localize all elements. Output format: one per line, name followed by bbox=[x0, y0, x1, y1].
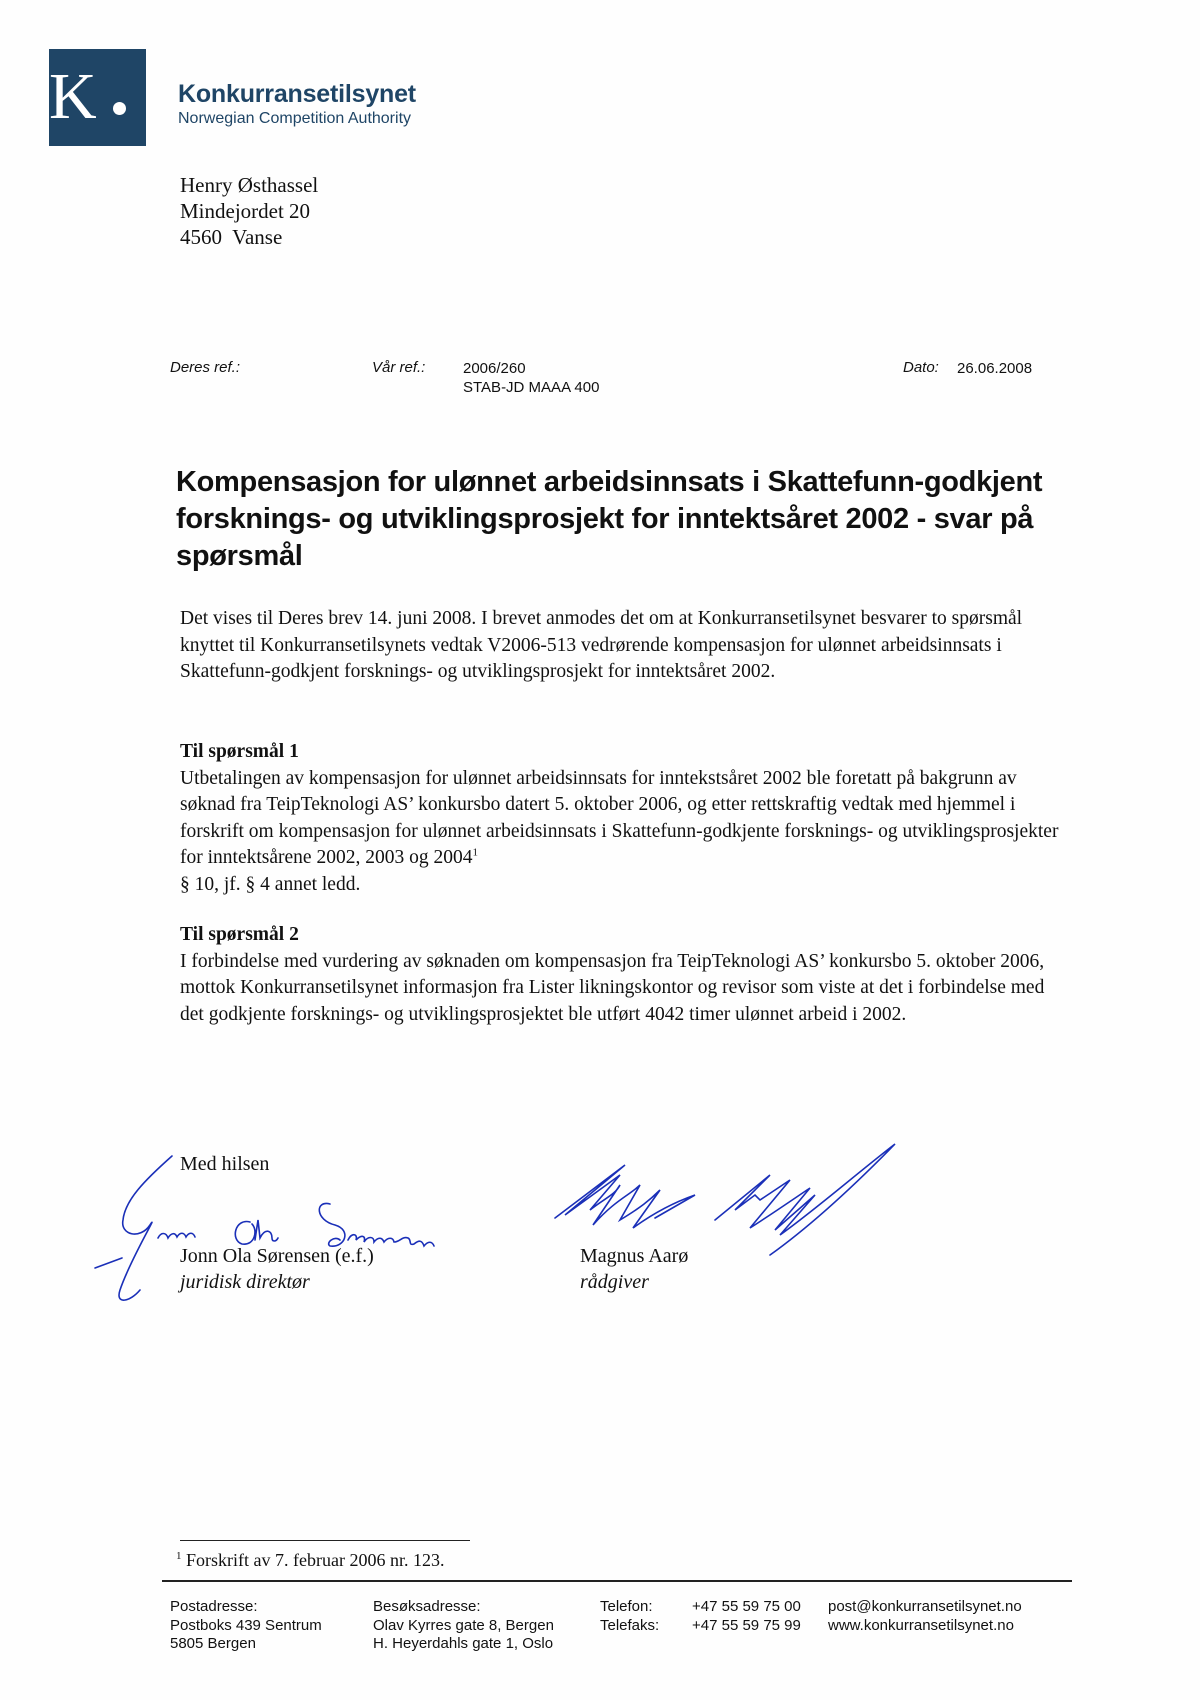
intro-paragraph bbox=[180, 606, 1050, 686]
recipient-postal: 4560 Vanse bbox=[180, 225, 283, 249]
section-question-2 bbox=[180, 922, 1070, 1028]
footer-phone-numbers bbox=[692, 1598, 801, 1635]
footer-phone-labels bbox=[600, 1598, 659, 1635]
footer-visit-address bbox=[373, 1598, 554, 1654]
footer-line: Olav Kyrres gate 8, Bergen bbox=[373, 1616, 554, 1634]
signatory-role: juridisk direktør bbox=[180, 1271, 310, 1293]
recipient-address bbox=[180, 172, 318, 250]
var-ref-line2: STAB-JD MAAA 400 bbox=[463, 379, 600, 396]
footer-web-link[interactable]: www.konkurransetilsynet.no bbox=[828, 1616, 1014, 1634]
footer-fax: +47 55 59 75 99 bbox=[692, 1616, 801, 1634]
section-question-1 bbox=[180, 739, 1060, 898]
document-title: Kompensasjon for ulønnet arbeidsinnsats i Skattefunn-godkjent forsknings- og utviklingsprosjekt for inntektsåret 2002 - svar på spørsmål bbox=[176, 466, 1043, 572]
var-ref-value bbox=[463, 359, 599, 397]
footer-line: H. Heyerdahls gate 1, Oslo bbox=[373, 1635, 554, 1652]
recipient-street: Mindejordet 20 bbox=[180, 199, 311, 223]
footer-email-link[interactable]: post@konkurransetilsynet.no bbox=[828, 1598, 1022, 1615]
footer-phone[interactable]: +47 55 59 75 00 bbox=[692, 1598, 801, 1615]
dato-value: 26.06.2008 bbox=[957, 360, 1033, 377]
signatory-2 bbox=[580, 1243, 688, 1295]
signatory-name: Magnus Aarø bbox=[580, 1245, 689, 1267]
closing-greeting: Med hilsen bbox=[180, 1153, 270, 1175]
footnote-divider bbox=[180, 1540, 470, 1541]
org-subtitle: Norwegian Competition Authority bbox=[178, 110, 412, 127]
logo-dot bbox=[113, 102, 126, 115]
footer-label: Telefaks: bbox=[600, 1616, 660, 1634]
section-body: I forbindelse med vurdering av søknaden om kompensasjon fra TeipTeknologi AS’ konkursbo 5. oktober 2006, mottok Konkurransetilsynet informasjon fra Lister likningskontor og revisor som viste at det i forbindelse med det godkjente forsknings- og utviklingsprosjektet ble utført 4042 timer ulønnet arbeid i 2002. bbox=[180, 950, 1045, 1025]
section-heading: Til spørsmål 2 bbox=[180, 924, 299, 945]
dato-label: Dato: bbox=[903, 359, 939, 376]
footer-label: Postadresse: bbox=[170, 1598, 258, 1615]
footnote-marker[interactable]: 1 bbox=[472, 846, 478, 859]
signatory-name: Jonn Ola Sørensen (e.f.) bbox=[180, 1245, 374, 1267]
footer-postal-address bbox=[170, 1598, 322, 1654]
deres-ref-label: Deres ref.: bbox=[170, 359, 241, 376]
logo-letter: K bbox=[49, 60, 95, 133]
footnote bbox=[176, 1550, 444, 1571]
footer-line: 5805 Bergen bbox=[170, 1635, 256, 1652]
footer-label: Besøksadresse: bbox=[373, 1598, 481, 1615]
intro-text: Det vises til Deres brev 14. juni 2008. I brevet anmodes det om at Konkurransetilsynet besvarer to spørsmål knyttet til Konkurransetilsynets vedtak V2006-513 vedrørende kompensasjon for ulønnet arbeidsinnsats i Skattefunn-godkjent forsknings- og utviklingsprosjekt for inntektsåret 2002. bbox=[180, 608, 1023, 682]
var-ref-label: Vår ref.: bbox=[372, 359, 426, 376]
signatory-1 bbox=[180, 1243, 374, 1295]
recipient-name: Henry Østhassel bbox=[180, 173, 319, 197]
footer-label: Telefon: bbox=[600, 1598, 653, 1615]
footnote-number: 1 bbox=[176, 1550, 182, 1562]
var-ref-line1: 2006/260 bbox=[463, 360, 526, 377]
footer-line: Postboks 439 Sentrum bbox=[170, 1616, 322, 1634]
footer-contact bbox=[828, 1598, 1022, 1635]
footer-divider bbox=[162, 1580, 1072, 1582]
logo bbox=[49, 49, 146, 146]
footnote-text: Forskrift av 7. februar 2006 nr. 123. bbox=[181, 1550, 445, 1570]
section-heading: Til spørsmål 1 bbox=[180, 741, 299, 762]
section-text-end: § 10, jf. § 4 annet ledd. bbox=[180, 873, 361, 895]
section-body bbox=[180, 766, 1060, 899]
section-text: Utbetalingen av kompensasjon for ulønnet arbeidsinnsats for inntekstsåret 2002 ble foretatt på bakgrunn av søknad fra TeipTeknologi AS’ konkursbo datert 5. oktober 2006, og etter rettskraftig vedtak med hjemmel i forskrift om kompensasjon for ulønnet arbeidsinnsats i Skattefunn-godkjente forsknings- og utviklingsprosjekter for inntektsårene 2002, 2003 og 2004 bbox=[180, 767, 1059, 868]
org-name: Konkurransetilsynet bbox=[178, 80, 416, 108]
signatory-role: rådgiver bbox=[580, 1271, 649, 1293]
